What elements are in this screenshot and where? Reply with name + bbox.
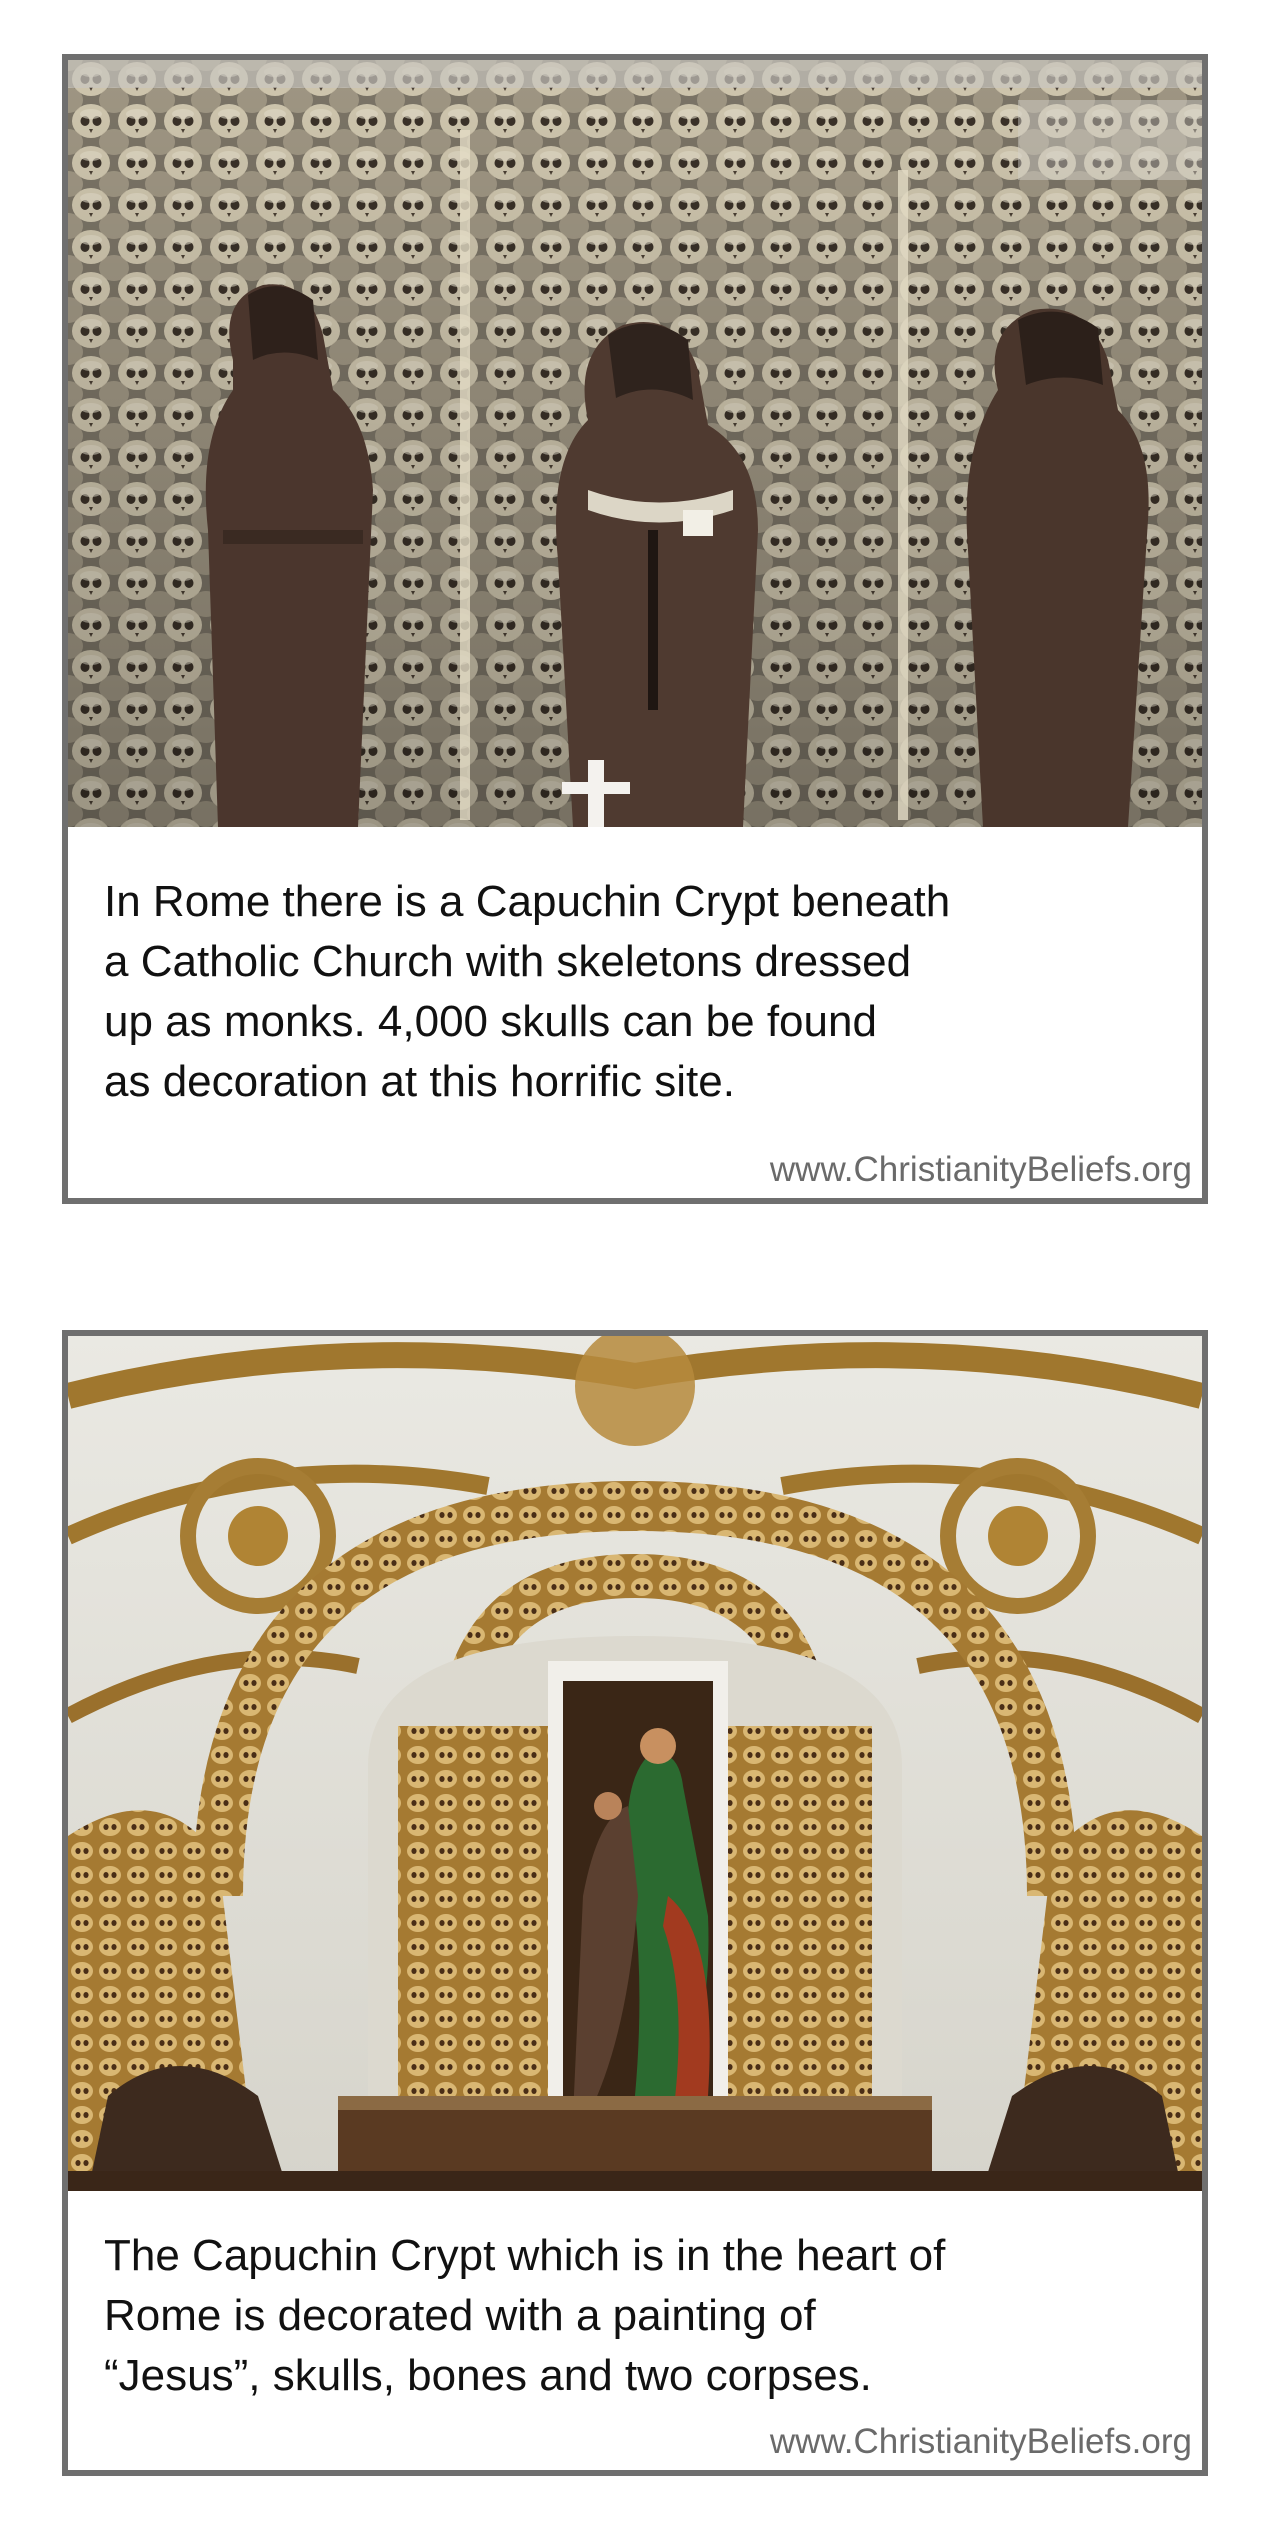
image-card-1 — [62, 54, 1208, 1204]
photo-skull-wall-monks — [68, 60, 1202, 827]
photo-crypt-chapel-painting — [68, 1336, 1202, 2191]
watermark-credit-card-2: www.ChristianityBeliefs.org — [769, 2422, 1192, 2461]
caption-card-1: In Rome there is a Capuchin Crypt beneath a Catholic Church with skeletons dressed up as monks. 4,000 skulls can be found as decoration at this horrific site. — [104, 877, 951, 1106]
caption-card-2: The Capuchin Crypt which is in the heart of Rome is decorated with a painting of “Jesus”, skulls, bones and two corpses. — [104, 2231, 946, 2400]
image-card-2 — [62, 1330, 1208, 2476]
watermark-credit-card-1: www.ChristianityBeliefs.org — [769, 1150, 1192, 1189]
